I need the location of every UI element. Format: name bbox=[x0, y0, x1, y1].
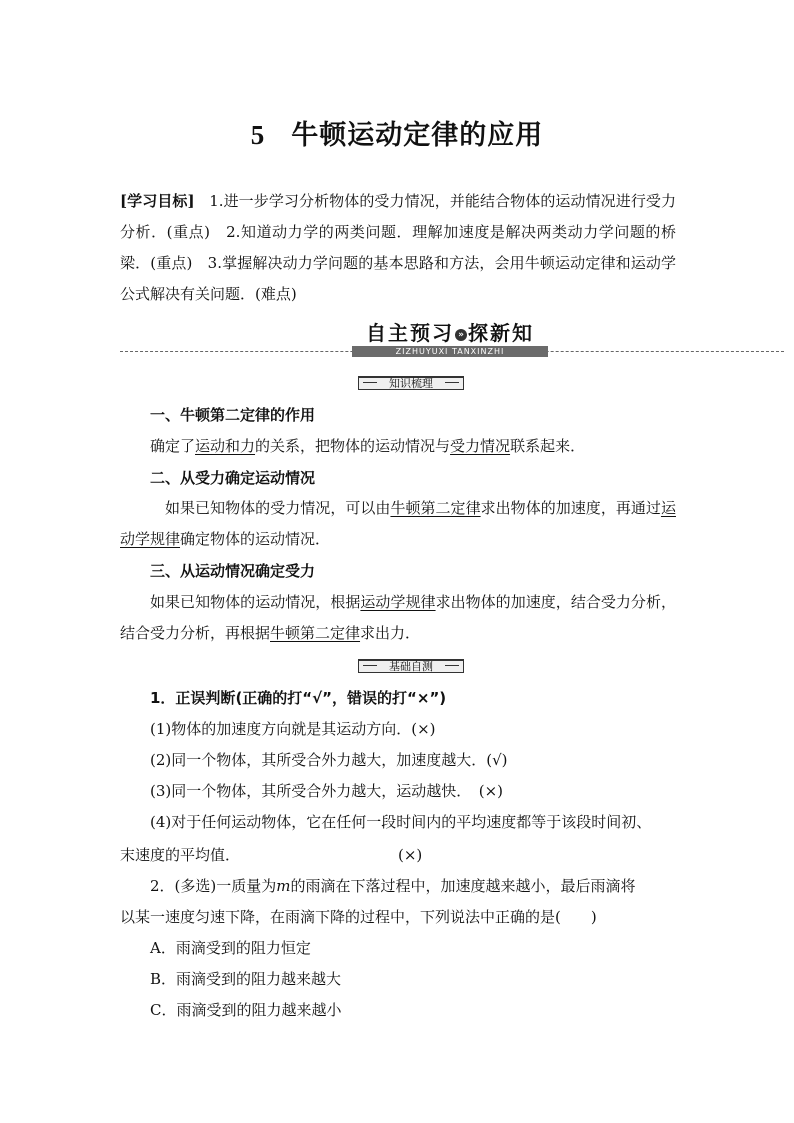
question2-stem bbox=[150, 876, 636, 896]
text-run: 求出力． bbox=[360, 624, 421, 642]
answer-blank: 牛顿第二定律 bbox=[390, 499, 481, 517]
text-run: 确定了 bbox=[150, 437, 196, 455]
text-run: 如果已知物体的运动情况，根据 bbox=[150, 593, 361, 611]
goals-tag: [学习目标] bbox=[120, 192, 195, 210]
page-title bbox=[0, 113, 794, 152]
question1-item: (2)同一个物体，其所受合外力越大，加速度越大．(√) bbox=[150, 751, 508, 769]
double-chevron-icon: » bbox=[455, 329, 467, 341]
answer-blank: 运动学规律 bbox=[120, 499, 676, 548]
option-b: B．雨滴受到的阻力越来越大 bbox=[150, 970, 342, 988]
option-c: C．雨滴受到的阻力越来越小 bbox=[150, 1001, 342, 1019]
section3-heading: 三、从运动情况确定受力 bbox=[150, 562, 316, 580]
text-run: 联系起来． bbox=[510, 437, 586, 455]
section1-text bbox=[120, 431, 676, 462]
text-run: 的关系，把物体的运动情况与 bbox=[255, 437, 451, 455]
banner-subtitle: ZIZHUYUXI TANXINZHI bbox=[352, 346, 548, 357]
section2-text bbox=[120, 493, 676, 555]
learning-goals bbox=[120, 186, 676, 310]
text-run: 确定物体的运动情况． bbox=[180, 530, 331, 548]
text-run: 求出物体的加速度，结合受力分析，结合受力分析，再根据 bbox=[120, 593, 676, 642]
banner-title bbox=[358, 320, 542, 348]
text-run: 的雨滴在下落过程中，加速度越来越小，最后雨滴将 bbox=[290, 877, 636, 895]
section-banner bbox=[120, 320, 784, 360]
answer-blank: 牛顿第二定律 bbox=[270, 624, 361, 642]
section2-heading: 二、从受力确定运动情况 bbox=[150, 469, 316, 487]
answer-blank: 运动学规律 bbox=[360, 593, 436, 611]
question1-item-mark: (×) bbox=[398, 846, 423, 864]
question1-item: (3)同一个物体，其所受合外力越大，运动越快． (×) bbox=[150, 782, 504, 800]
tag-selftest: 基础自测 bbox=[358, 659, 464, 673]
text-run: 求出物体的加速度，再通过 bbox=[480, 499, 661, 517]
goals-text: 1.进一步学习分析物体的受力情况，并能结合物体的运动情况进行受力分析．(重点) 2.知道动力学的两类问题．理解加速度是解决两类动力学问题的桥梁．(重点) 3.掌握解决动力学问题的基本思路和方法，会用牛顿运动定律和运动学公式解决有关问题．(难点) bbox=[120, 192, 676, 303]
question2-stem-cont: 以某一速度匀速下降，在雨滴下降的过程中，下列说法中正确的是( ) bbox=[120, 908, 597, 926]
section3-text bbox=[120, 587, 676, 649]
section-number: 5 bbox=[250, 120, 266, 150]
question1-item: (4)对于任何运动物体，它在任何一段时间内的平均速度都等于该段时间初、 bbox=[150, 813, 652, 831]
variable-m: m bbox=[276, 877, 291, 895]
title-text: 牛顿运动定律的应用 bbox=[291, 120, 544, 151]
text-run: 2．(多选)一质量为 bbox=[150, 877, 277, 895]
banner-left: 自主预习 bbox=[366, 321, 454, 345]
text-run: 如果已知物体的受力情况，可以由 bbox=[165, 499, 391, 517]
banner-right: 探新知 bbox=[468, 321, 534, 345]
question1-item: (1)物体的加速度方向就是其运动方向．(×) bbox=[150, 720, 436, 738]
section1-heading: 一、牛顿第二定律的作用 bbox=[150, 406, 316, 424]
option-a: A．雨滴受到的阻力恒定 bbox=[150, 939, 311, 957]
question1-stem: 1．正误判断(正确的打“√”，错误的打“×”) bbox=[150, 689, 447, 707]
answer-blank: 运动和力 bbox=[195, 437, 256, 455]
tag-knowledge: 知识梳理 bbox=[358, 376, 464, 390]
answer-blank: 受力情况 bbox=[450, 437, 511, 455]
question1-item-cont: 末速度的平均值． bbox=[120, 846, 241, 864]
